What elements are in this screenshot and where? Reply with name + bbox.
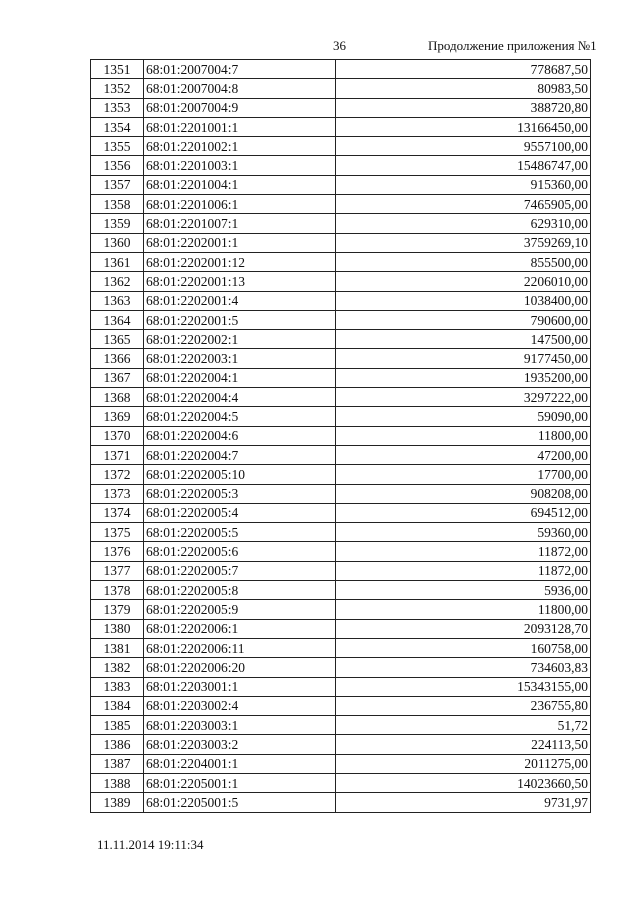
cadastral-value: 7465905,00: [336, 195, 591, 214]
cadastral-number: 68:01:2007004:7: [144, 60, 336, 79]
cadastral-value: 5936,00: [336, 581, 591, 600]
cadastral-number: 68:01:2202001:1: [144, 233, 336, 252]
cadastral-number: 68:01:2202005:3: [144, 484, 336, 503]
table-row: [91, 388, 591, 407]
row-number: 1353: [91, 98, 144, 117]
cadastral-value: 15486747,00: [336, 156, 591, 175]
cadastral-number: 68:01:2202004:7: [144, 445, 336, 464]
row-number: 1378: [91, 581, 144, 600]
table-row: [91, 175, 591, 194]
cadastral-number: 68:01:2201002:1: [144, 137, 336, 156]
cadastral-value: 629310,00: [336, 214, 591, 233]
cadastral-value: 855500,00: [336, 252, 591, 271]
cadastral-value: 9557100,00: [336, 137, 591, 156]
row-number: 1375: [91, 523, 144, 542]
cadastral-number: 68:01:2203003:2: [144, 735, 336, 754]
cadastral-value: 778687,50: [336, 60, 591, 79]
table-row: [91, 445, 591, 464]
table-row: [91, 214, 591, 233]
row-number: 1359: [91, 214, 144, 233]
table-row: [91, 503, 591, 522]
cadastral-number: 68:01:2202001:12: [144, 252, 336, 271]
cadastral-value: 11800,00: [336, 426, 591, 445]
row-number: 1381: [91, 638, 144, 657]
cadastral-number: 68:01:2201004:1: [144, 175, 336, 194]
cadastral-value: 80983,50: [336, 79, 591, 98]
cadastral-value: 160758,00: [336, 638, 591, 657]
cadastral-value: 694512,00: [336, 503, 591, 522]
cadastral-number: 68:01:2202004:6: [144, 426, 336, 445]
row-number: 1374: [91, 503, 144, 522]
cadastral-number: 68:01:2202002:1: [144, 330, 336, 349]
cadastral-number: 68:01:2202006:1: [144, 619, 336, 638]
cadastral-number: 68:01:2203001:1: [144, 677, 336, 696]
cadastral-value: 3759269,10: [336, 233, 591, 252]
row-number: 1362: [91, 272, 144, 291]
table-row: [91, 561, 591, 580]
cadastral-value: 59090,00: [336, 407, 591, 426]
table-row: [91, 658, 591, 677]
row-number: 1352: [91, 79, 144, 98]
row-number: 1379: [91, 600, 144, 619]
table-row: [91, 98, 591, 117]
cadastral-value: 59360,00: [336, 523, 591, 542]
table-row: [91, 523, 591, 542]
cadastral-number: 68:01:2202001:5: [144, 310, 336, 329]
cadastral-value: 3297222,00: [336, 388, 591, 407]
cadastral-number: 68:01:2007004:8: [144, 79, 336, 98]
row-number: 1356: [91, 156, 144, 175]
cadastral-number: 68:01:2202004:4: [144, 388, 336, 407]
cadastral-number: 68:01:2202005:5: [144, 523, 336, 542]
cadastral-number: 68:01:2202004:5: [144, 407, 336, 426]
row-number: 1367: [91, 368, 144, 387]
row-number: 1388: [91, 773, 144, 792]
cadastral-number: 68:01:2202005:6: [144, 542, 336, 561]
row-number: 1364: [91, 310, 144, 329]
cadastral-value: 2093128,70: [336, 619, 591, 638]
cadastral-value: 790600,00: [336, 310, 591, 329]
cadastral-number: 68:01:2205001:1: [144, 773, 336, 792]
cadastral-value: 47200,00: [336, 445, 591, 464]
table-row: [91, 291, 591, 310]
cadastral-number: 68:01:2007004:9: [144, 98, 336, 117]
cadastral-value: 2011275,00: [336, 754, 591, 773]
row-number: 1351: [91, 60, 144, 79]
cadastral-number: 68:01:2201006:1: [144, 195, 336, 214]
cadastral-number: 68:01:2201003:1: [144, 156, 336, 175]
cadastral-value: 9731,97: [336, 793, 591, 812]
row-number: 1365: [91, 330, 144, 349]
cadastral-value: 2206010,00: [336, 272, 591, 291]
cadastral-number: 68:01:2202005:10: [144, 465, 336, 484]
row-number: 1354: [91, 117, 144, 136]
cadastral-number: 68:01:2202006:11: [144, 638, 336, 657]
table-row: [91, 716, 591, 735]
table-row: [91, 600, 591, 619]
cadastral-value-table: [90, 59, 591, 813]
cadastral-number: 68:01:2202005:4: [144, 503, 336, 522]
table-body: [91, 60, 591, 813]
cadastral-value: 388720,80: [336, 98, 591, 117]
table-row: [91, 581, 591, 600]
table-row: [91, 233, 591, 252]
cadastral-number: 68:01:2202001:13: [144, 272, 336, 291]
table-row: [91, 368, 591, 387]
table-row: [91, 484, 591, 503]
cadastral-number: 68:01:2202006:20: [144, 658, 336, 677]
cadastral-number: 68:01:2203002:4: [144, 696, 336, 715]
row-number: 1372: [91, 465, 144, 484]
row-number: 1377: [91, 561, 144, 580]
table-row: [91, 117, 591, 136]
table-row: [91, 137, 591, 156]
cadastral-number: 68:01:2201007:1: [144, 214, 336, 233]
row-number: 1376: [91, 542, 144, 561]
row-number: 1363: [91, 291, 144, 310]
row-number: 1386: [91, 735, 144, 754]
row-number: 1370: [91, 426, 144, 445]
cadastral-value: 15343155,00: [336, 677, 591, 696]
cadastral-number: 68:01:2202004:1: [144, 368, 336, 387]
table-row: [91, 638, 591, 657]
table-row: [91, 542, 591, 561]
table-row: [91, 677, 591, 696]
cadastral-value: 9177450,00: [336, 349, 591, 368]
row-number: 1360: [91, 233, 144, 252]
cadastral-value: 915360,00: [336, 175, 591, 194]
table-row: [91, 754, 591, 773]
table-row: [91, 156, 591, 175]
cadastral-number: 68:01:2202003:1: [144, 349, 336, 368]
cadastral-value: 1038400,00: [336, 291, 591, 310]
cadastral-value: 14023660,50: [336, 773, 591, 792]
row-number: 1369: [91, 407, 144, 426]
cadastral-value: 11800,00: [336, 600, 591, 619]
cadastral-value: 1935200,00: [336, 368, 591, 387]
row-number: 1383: [91, 677, 144, 696]
continuation-label: Продолжение приложения №1: [428, 38, 597, 53]
table-row: [91, 773, 591, 792]
cadastral-number: 68:01:2204001:1: [144, 754, 336, 773]
cadastral-number: 68:01:2205001:5: [144, 793, 336, 812]
table-row: [91, 272, 591, 291]
cadastral-value: 13166450,00: [336, 117, 591, 136]
cadastral-number: 68:01:2202005:8: [144, 581, 336, 600]
table-row: [91, 310, 591, 329]
cadastral-value: 236755,80: [336, 696, 591, 715]
footer-timestamp: 11.11.2014 19:11:34: [97, 837, 204, 852]
cadastral-value: 224113,50: [336, 735, 591, 754]
cadastral-value: 17700,00: [336, 465, 591, 484]
row-number: 1385: [91, 716, 144, 735]
row-number: 1361: [91, 252, 144, 271]
cadastral-value: 908208,00: [336, 484, 591, 503]
table-row: [91, 465, 591, 484]
cadastral-value: 11872,00: [336, 561, 591, 580]
page-number: 36: [333, 38, 346, 53]
table-row: [91, 60, 591, 79]
row-number: 1389: [91, 793, 144, 812]
table-row: [91, 426, 591, 445]
row-number: 1387: [91, 754, 144, 773]
row-number: 1357: [91, 175, 144, 194]
row-number: 1368: [91, 388, 144, 407]
cadastral-number: 68:01:2202005:7: [144, 561, 336, 580]
table-row: [91, 79, 591, 98]
row-number: 1358: [91, 195, 144, 214]
cadastral-number: 68:01:2203003:1: [144, 716, 336, 735]
row-number: 1371: [91, 445, 144, 464]
cadastral-number: 68:01:2202001:4: [144, 291, 336, 310]
table-row: [91, 696, 591, 715]
table-row: [91, 349, 591, 368]
cadastral-number: 68:01:2201001:1: [144, 117, 336, 136]
table-row: [91, 330, 591, 349]
table-row: [91, 735, 591, 754]
table-row: [91, 793, 591, 812]
row-number: 1373: [91, 484, 144, 503]
cadastral-value: 51,72: [336, 716, 591, 735]
row-number: 1382: [91, 658, 144, 677]
table-row: [91, 407, 591, 426]
cadastral-value: 147500,00: [336, 330, 591, 349]
row-number: 1380: [91, 619, 144, 638]
table-row: [91, 252, 591, 271]
row-number: 1384: [91, 696, 144, 715]
row-number: 1355: [91, 137, 144, 156]
cadastral-number: 68:01:2202005:9: [144, 600, 336, 619]
cadastral-value: 11872,00: [336, 542, 591, 561]
table-row: [91, 195, 591, 214]
cadastral-value: 734603,83: [336, 658, 591, 677]
row-number: 1366: [91, 349, 144, 368]
table-row: [91, 619, 591, 638]
